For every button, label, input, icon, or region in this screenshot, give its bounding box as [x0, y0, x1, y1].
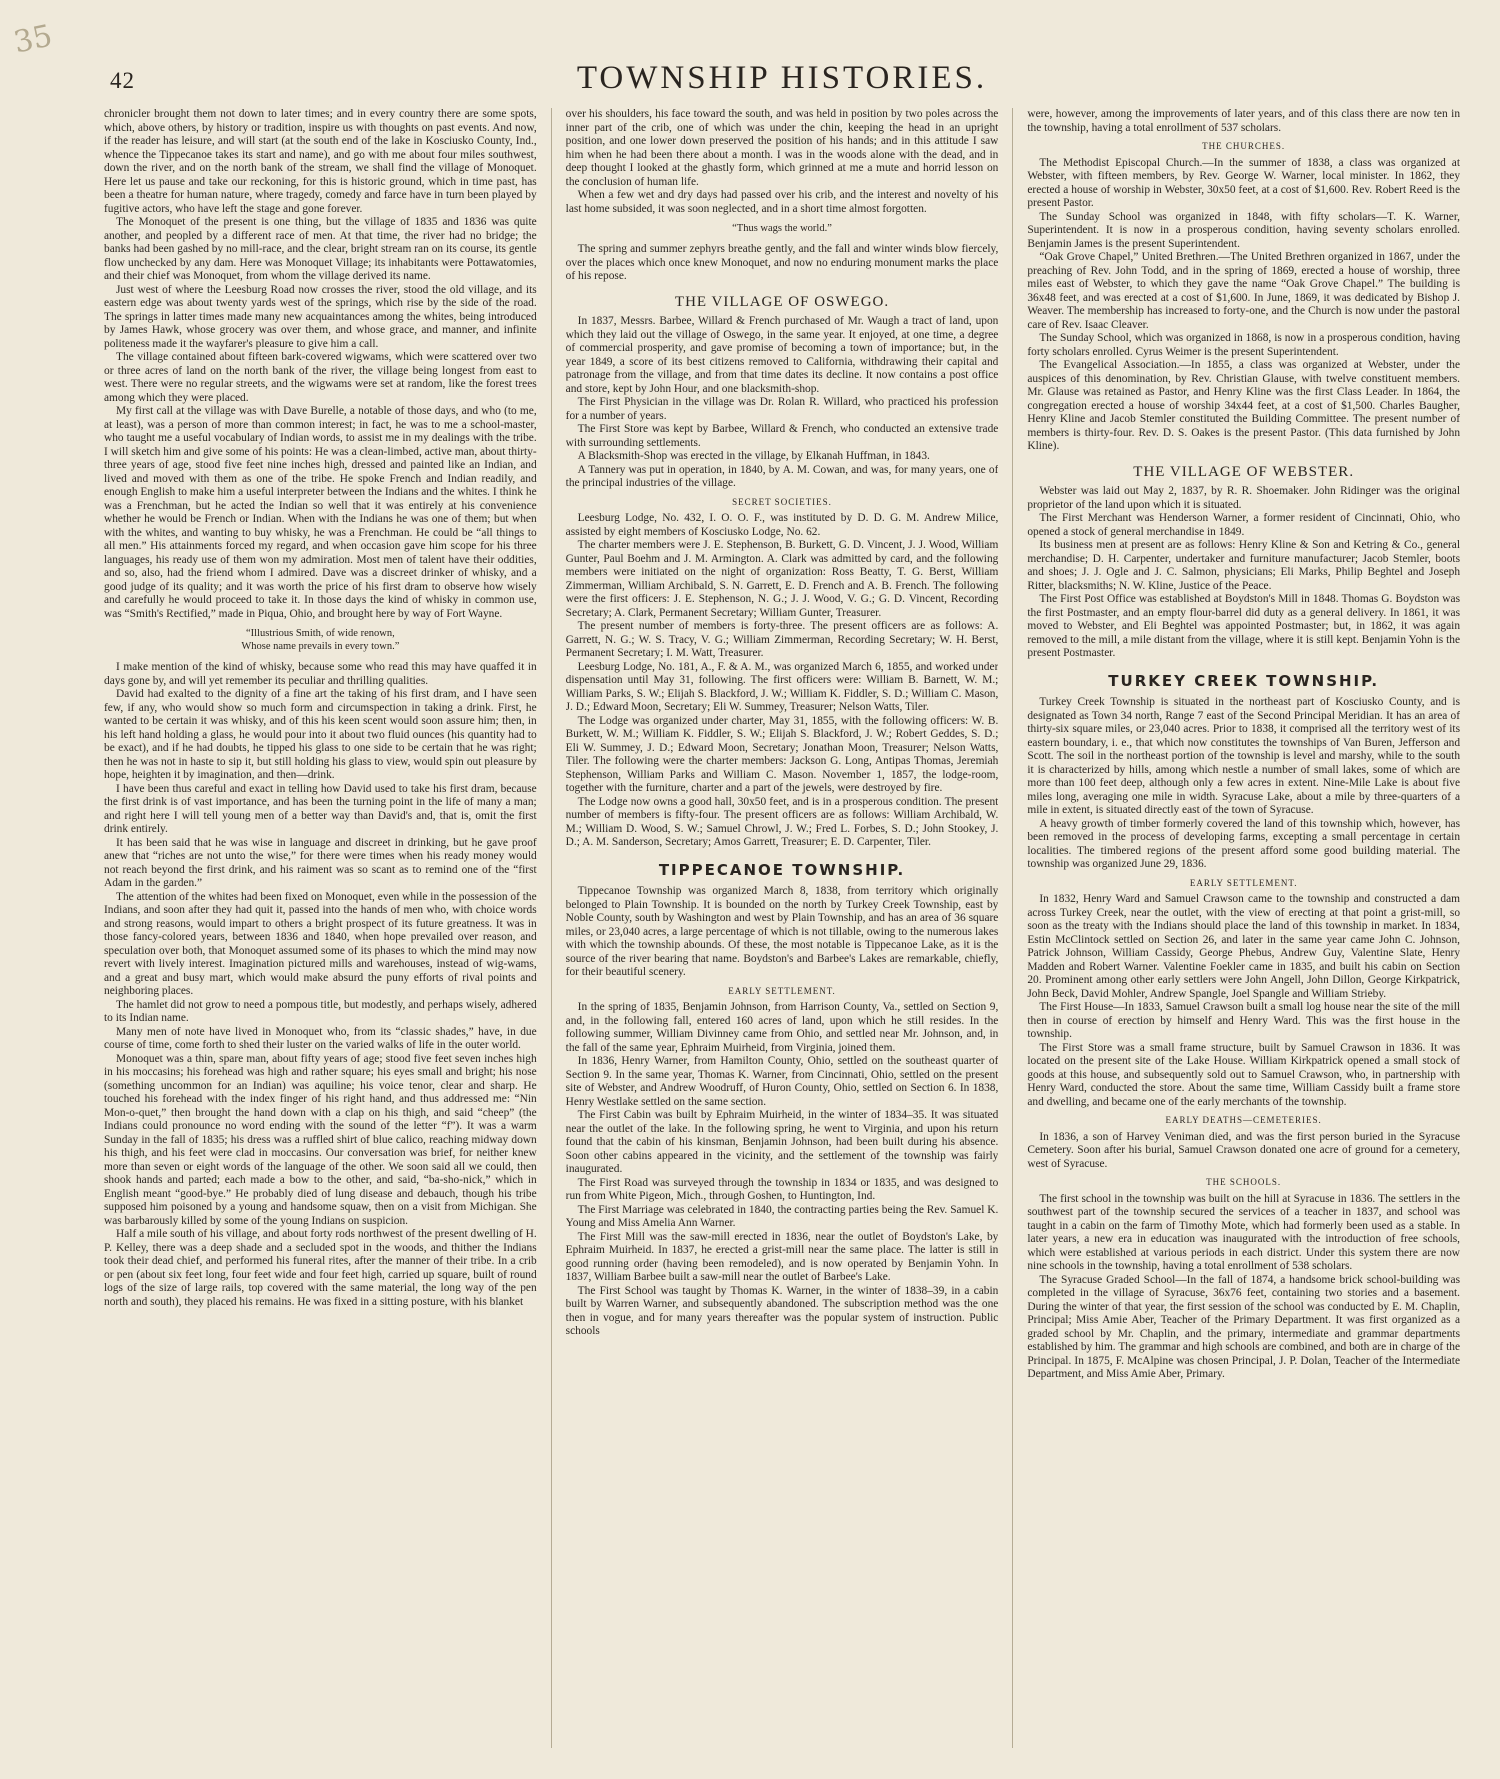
subheading: EARLY DEATHS—CEMETERIES. — [1165, 1115, 1322, 1125]
paragraph: The Lodge was organized under charter, May 31, 1855, with the following officers: W. B. Burkett, W. M.; William K. Fiddler, S. W.; Elijah S. Blackford, J. W.; Robert Geddes, S. D.; Eli W. Summey, J. D.; Edward Moon, Secretary; Jonathan Moon, Treasurer; Nelson Watts, Tiler. The following were the charter members: Jackson G. Long, Antipas Thomas, Jeremiah Stephenson, William Parks and William C. Mason. November 1, 1857, the lodge-room, together with the furniture, charter and a part of the jewels, were destroyed by fire. — [565, 714, 999, 794]
paragraph: Leesburg Lodge, No. 432, I. O. O. F., was instituted by D. D. G. M. Andrew Milice, assisted by eight members of Kosciusko Lodge, No. 62. — [565, 512, 999, 538]
paragraph: The charter members were J. E. Stephenson, B. Burkett, G. D. Vincent, J. J. Wood, William Gunter, Paul Boehm and J. M. Armington. A. Clark was admitted by card, and the following members were initiated on the night of organization: Ross Beatty, T. G. Berst, William Zimmerman, William Archibald, S. N. Garrett, E. D. French and A. B. French. The following were the first officers: J. E. Stephenson, N. G.; J. J. Wood, V. G.; G. D. Vincent, Recording Secretary; A. Clark, Permanent Secretary; William Gunter, Treasurer. — [565, 539, 999, 619]
township-heading: TURKEY CREEK TOWNSHIP. — [1108, 671, 1380, 690]
subheading: SECRET SOCIETIES. — [732, 496, 832, 507]
paragraph: Tippecanoe Township was organized March 8, 1838, from territory which originally belonged to Plain Township. It is bounded on the north by Turkey Creek Township, east by Noble County, south by Washington and west by Plain Township, and has an area of 36 square miles, or 23,040 acres, a large percentage of which is not tillable, owing to the numerous lakes with which the township abounds. Of these, the most notable is Tippecanoe Lake, as it is the source of the river bearing that name. Boydston's and Barbee's Lakes are remarkable, chiefly, for their beautiful scenery. — [565, 885, 999, 978]
paragraph: In 1832, Henry Ward and Samuel Crawson came to the township and constructed a dam across Turkey Creek, near the outlet, with the view of erecting at that point a grist-mill, so soon as the treaty with the Indians should place the land of this township in market. In 1834, Estin McClintock settled on Section 26, and later in the same year came John C. Johnson, Patrick Johnson, William Cassidy, George Phebus, Andrew Guy, Valentine Slate, Henry Madden and Robert Warner. Valentine Foekler came in 1835, and built his cabin on Section 20. Prominent among other early settlers were John Angell, John Dillon, George Kirkpatrick, John Beck, David Mohler, Andrew Spangle, Joel Spangle and William Strieby. — [1027, 893, 1461, 1000]
paragraph: The First Store was a small frame structure, built by Samuel Crawson in 1836. It was located on the present site of the Lake House. William Kirkpatrick opened a small stock of goods at this house, and subsequently sold out to Samuel Crawson, who, in partnership with Henry Ward, conducted the store. About the same time, William Cassidy built a frame store and dwelling, and became one of the early merchants of the township. — [1027, 1041, 1461, 1108]
paragraph: over his shoulders, his face toward the south, and was held in position by two poles across the inner part of the crib, one of which was under the chin, keeping the head in an upright position, and one lower down preserved the position of his hands; and in this attitude I saw him when he had been there about a month. I was in the woods alone with the dead, and in deep thought I looked at the ghastly form, which grinned at me a mute and horrid lesson on the conclusion of human life. — [565, 108, 999, 188]
paragraph: The attention of the whites had been fixed on Monoquet, even while in the possession of the Indians, and soon after they had quit it, passed into the hands of men who, with choice words and strong reasons, would impart to others a bright prospect of its future greatness. It was in those fancy-colored years, between 1836 and 1840, when hope prevailed over reason, and speculation over both, that Monoquet assumed some of its phases to which the mind may now revert with lively interest. Imagination pictured mills and warehouses, instead of wig-wams, and a great and busy mart, which would make absurd the puny efforts of rival points and neighboring places. — [104, 890, 537, 997]
subheading: EARLY SETTLEMENT. — [728, 985, 836, 996]
paragraph: The First Post Office was established at Boydston's Mill in 1848. Thomas G. Boydston was the first Postmaster, and an empty flour-barrel did duty as a general delivery. In 1861, it was moved to Webster, and Eli Beghtel was appointed Postmaster; but, in 1862, it was again removed to the mill, a mile distant from the village, where it is still kept. Benjamin Yohn is the present Postmaster. — [1027, 593, 1461, 659]
handwritten-page-mark: 35 — [10, 18, 56, 61]
subheading: THE CHURCHES. — [1202, 141, 1286, 151]
paragraph: In 1836, Henry Warner, from Hamilton County, Ohio, settled on the southeast quarter of Section 9. In the same year, Thomas K. Warner, from Cincinnati, Ohio, settled on the present site of Webster, and Andrew Woodruff, of Huron County, Ohio, settled on Section 6. In 1838, Henry Westlake settled on the same section. — [565, 1055, 999, 1108]
page-header — [108, 56, 1456, 104]
paragraph: My first call at the village was with Dave Burelle, a notable of those days, and who (to me, at least), was a person of more than common interest; in fact, he was to me a school-master, who taught me a useful vocabulary of Indian words, to assist me in my dealings with the tribe. I will sketch him and give some of his points: He was a clean-limbed, active man, about thirty-three years of age, stood five feet nine inches high, dressed and painted like an Indian, and lived and moved with them as one of the tribe. He spoke French and Indian readily, and enough English to make him a useful interpreter between the Indians and the whites. I think he was a Frenchman, but he acted the Indian so well that it was entirely at his convenience whether he would be French or Indian. When with the Indians he was one of them; but when with the whites, and wanting to buy whisky, he was a Frenchman. He could be “all things to all men.” His attainments forced my regard, and when occasion gave him scope for his three languages, his ready use of them won my admiration. Most men of talent have their oddities, and so, also, had the friend whom I admired. Dave was a discreet drinker of whisky, and a good judge of its quality; and it was worth the price of his first dram to observe how wisely and carefully he would proceed to take it. In those days the kind of whisky in common use, was “Smith's Rectified,” made in Piqua, Ohio, and brought here by way of Fort Wayne. — [104, 405, 537, 620]
paragraph: In the spring of 1835, Benjamin Johnson, from Harrison County, Va., settled on Section 9, and, in the following fall, entered 160 acres of land, upon which he still resides. In the following summer, William Divinney came from Ohio, and settled near Mr. Johnson, and, in the fall of the same year, Ephraim Muirheid, from Virginia, joined them. — [565, 1001, 999, 1054]
paragraph: The spring and summer zephyrs breathe gently, and the fall and winter winds blow fiercely, over the places which once knew Monoquet, and now no enduring monument marks the place of his repose. — [565, 243, 999, 282]
paragraph: The Methodist Episcopal Church.—In the summer of 1838, a class was organized at Webster, with fifteen members, by Rev. George W. Warner, local minister. In 1862, they erected a house of worship in Webster, 30x50 feet, at a cost of $1,600. Rev. Robert Reed is the present Pastor. — [1027, 156, 1461, 209]
paragraph: The First Merchant was Henderson Warner, a former resident of Cincinnati, Ohio, who opened a stock of general merchandise in 1849. — [1027, 512, 1461, 538]
paragraph: Leesburg Lodge, No. 181, A., F. & A. M., was organized March 6, 1855, and worked under dispensation until May 31, following. The first officers were: William B. Barnett, W. M.; William Parks, S. W.; Elijah S. Blackford, J. W.; William K. Fiddler, S. D.; William C. Mason, J. D.; Edward Moon, Secretary; Eli W. Summey, Treasurer; Nelson Watts, Tiler. — [565, 660, 999, 713]
paragraph: The Syracuse Graded School—In the fall of 1874, a handsome brick school-building was completed in the village of Syracuse, 36x76 feet, containing two stories and a basement. During the winter of that year, the first session of the school was conducted by E. M. Chaplin, Principal; Miss Amie Aber, Teacher of the Primary Department. It was first organized as a graded school by Mr. Chaplin, and the primary, intermediate and grammar departments established by him. The grammar and high schools are combined, and both are in charge of the Principal. In 1875, F. McAlpine was chosen Principal, J. P. Dolan, Teacher of the Intermediate Department, and Miss Amie Aber, Primary. — [1027, 1273, 1461, 1380]
paragraph: In 1836, a son of Harvey Veniman died, and was the first person buried in the Syracuse Cemetery. Soon after his burial, Samuel Crawson donated one acre of ground for a cemetery, west of Syracuse. — [1027, 1130, 1461, 1170]
column-middle — [566, 108, 999, 1748]
paragraph: The First Physician in the village was Dr. Rolan R. Willard, who practiced his profession for a number of years. — [565, 396, 999, 422]
paragraph: The Lodge now owns a good hall, 30x50 feet, and is in a prosperous condition. The present number of members is fifty-four. The present officers are as follows: William Archibald, W. M.; William D. Wood, S. W.; Samuel Chrowl, J. W.; Fred L. Forbes, S. D.; John Stookey, J. D.; A. M. Sanderson, Secretary; Amos Garrett, Treasurer; E. D. Carpenter, Tiler. — [565, 795, 999, 848]
paragraph: Monoquet was a thin, spare man, about fifty years of age; stood five feet seven inches high in his moccasins; his forehead was high and rather square; his eyes small and bright; his nose (something uncommon for an Indian) was aquiline; his voice tenor, clear and sharp. He touched his forehead with the index finger of his right hand, and thus addressed me: “Nin Mon-o-quet,” then brought the hand down with a clap on his thigh, and said “cheep” (the Indians could pronounce no word ending with the sound of the letter “f”). It was a warm Sunday in the fall of 1835; his dress was a ruffled shirt of blue calico, reaching midway down his thigh, and his feet were clad in moccasins. Our conversation was brief, for neither knew more than seven or eight words of the language of the other. We soon said all we could, then shook hands and parted; each made a bow to the other, and said, “ba-sho-nick,” which in English meant “good-bye.” He probably died of lung disease and debauch, though his tribe supposed him poisoned by a young and handsome squaw, then on a visit from Michigan. She was barbarously killed by some of the young Indians on suspicion. — [104, 1052, 537, 1227]
paragraph: The First Marriage was celebrated in 1840, the contracting parties being the Rev. Samuel K. Young and Miss Amelia Ann Warner. — [565, 1203, 999, 1229]
verse-line: “Thus wags the world.” — [732, 223, 832, 234]
paragraph: It has been said that he was wise in language and discreet in drinking, but he gave proof anew that “riches are not unto the wise,” for there were times when his ready money would not reach beyond the first drink, and his raiment was so scant as to remind one of the “first Adam in the garden.” — [104, 836, 537, 889]
column-divider — [551, 108, 552, 1748]
paragraph: Its business men at present are as follows: Henry Kline & Son and Ketring & Co., general merchandise; D. H. Carpenter, undertaker and furniture manufacturer; Jacob Stemler, boots and shoes; J. J. Ogle and J. C. Salmon, physicians; Eli Marks, Philip Beghtel and Joseph Ritter, blacksmiths; N. W. Kline, Justice of the Peace. — [1027, 539, 1461, 592]
article-columns — [104, 108, 1460, 1748]
verse-line: “Illustrious Smith, of wide renown, — [245, 628, 395, 639]
paragraph: I make mention of the kind of whisky, because some who read this may have quaffed it in days gone by, and will yet remember its peculiar and thrilling qualities. — [104, 661, 537, 687]
verse-line: Whose name prevails in every town.” — [241, 641, 400, 652]
paragraph: I have been thus careful and exact in telling how David used to take his first dram, because the first drink is of vast importance, and has been the turning point in the life of many a man; and right here I will tell young men of a better way than David's and, that is, omit the first drink entirely. — [104, 782, 537, 835]
paragraph: The First House—In 1833, Samuel Crawson built a small log house near the site of the mill then in course of erection by himself and Henry Ward. This was the first house in the township. — [1027, 1001, 1461, 1040]
page-title: TOWNSHIP HISTORIES. — [576, 60, 988, 96]
paragraph: chronicler brought them not down to later times; and in every country there are some spots, which, above others, by history or tradition, inspire us with thoughts on past events. And now, if the reader has leisure, and will start (at the south end of the lake in Kosciusko County, Ind., whence the Tippecanoe takes its start and name), and go with me about four miles southwest, down the river, and on the north bank of the stream, we shall find the village of Monoquet. Here let us pause and take our reckoning, for this is historic ground, which in time past, has been a theatre for human nature, where tragedy, comedy and farce have in turn been played by fugitive actors, who have left the stage and gone forever. — [104, 108, 537, 215]
subheading: EARLY SETTLEMENT. — [1189, 877, 1298, 888]
paragraph: The present number of members is forty-three. The present officers are as follows: A. Garrett, N. G.; W. S. Tracy, V. G.; William Zimmerman, Recording Secretary; W. H. Berst, Permanent Secretary; I. M. Watt, Treasurer. — [565, 620, 999, 659]
paragraph: In 1837, Messrs. Barbee, Willard & French purchased of Mr. Waugh a tract of land, upon which they laid out the village of Oswego, in the same year. It enjoyed, at one time, a degree of commercial prosperity, and gave promise of becoming a town of importance; but, in the year 1849, a score of its best citizens removed to California, withdrawing their capital and patronage from the village, and from that time dates its decline. It now contains a post office and store, kept by John Hour, and one blacksmith-shop. — [565, 315, 999, 395]
paragraph: A heavy growth of timber formerly covered the land of this township which, however, has been removed in the process of developing farms, excepting a small percentage in certain localities. The timbered regions of the present afford some good building material. The township was organized June 29, 1836. — [1027, 817, 1461, 870]
section-heading: THE VILLAGE OF WEBSTER. — [1133, 463, 1355, 480]
paragraph: The Sunday School was organized in 1848, with fifty scholars—T. K. Warner, Superintendent. It is now in a prosperous condition, having seventy scholars enrolled. Benjamin James is the present Superintendent. — [1027, 210, 1461, 250]
paragraph: Many men of note have lived in Monoquet who, from its “classic shades,” have, in due course of time, come forth to shed their luster on the varied walks of life in the outer world. — [104, 1025, 537, 1051]
verse-quote — [566, 222, 999, 235]
paragraph: When a few wet and dry days had passed over his crib, and the interest and novelty of his last home subsided, it was soon neglected, and in a short time almost forgotten. — [565, 189, 999, 215]
column-right — [1027, 108, 1460, 1748]
paragraph: Just west of where the Leesburg Road now crosses the river, stood the old village, and its eastern edge was about twenty yards west of the springs, which rise by the side of the road. The springs in latter times made many new acquaintances among the whites, being introduced by James Hawk, whose grocery was over them, and whose grace, and manner, and infinite politeness made it the wayfarer's pleasure to give him a call. — [104, 283, 537, 350]
paragraph: David had exalted to the dignity of a fine art the taking of his first dram, and I have seen few, if any, who would show so much form and circumspection in taking a drink. First, he wanted to be certain it was whisky, and of this his keen scent would soon assure him; then, in his left hand holding a glass, he would pour into it about two fluid ounces (his quantity had to be exact), and if he had doubts, he tipped his glass to one side to be certain that he was right; then he was not in haste to sip it, but still holding his glass to view, would spin out pleasure by hope, heighten it by imagination, and then—drink. — [104, 688, 537, 781]
paragraph: The hamlet did not grow to need a pompous title, but modestly, and perhaps wisely, adhered to its Indian name. — [104, 998, 537, 1024]
paragraph: The Monoquet of the present is one thing, but the village of 1835 and 1836 was quite another, and peopled by a different race of men. At that time, the river had no bridge; the banks had been gashed by no mill-race, and the clear, bright stream ran on its course, its gentle flow unchecked by any dam. Here was Monoquet Village; its inhabitants were Pottawatomies, and their chief was Monoquet, from whom the village derived its name. — [104, 216, 537, 282]
verse-quote — [104, 627, 537, 653]
paragraph: A Tannery was put in operation, in 1840, by A. M. Cowan, and was, for many years, one of the principal industries of the village. — [565, 463, 999, 489]
paragraph: Turkey Creek Township is situated in the northeast part of Kosciusko County, and is designated as Town 34 north, Range 7 east of the Second Principal Meridian. It has an area of thirty-six square miles, or 23,040 acres. Prior to 1838, it comprised all the territory west of its eastern boundary, i. e., that which now constitutes the townships of Van Buren, Jefferson and Scott. The soil in the northeast portion of the township is level and marshy, while to the south it is characterized by hills, among which nestle a number of small lakes, some of which are more than 100 feet deep, although only a few acres in extent. Nine-Mile Lake is about five miles long, averaging one mile in width. Syracuse Lake, about a mile by three-quarters of a mile in extent, is situated directly east of the town of Syracuse. — [1027, 696, 1461, 816]
paragraph: The first school in the township was built on the hill at Syracuse in 1836. The settlers in the southwest part of the township secured the services of a teacher in 1837, and school was taught in a cabin on the farm of Timothy Mote, which had formerly been used as a stable. In later years, a new era in education was inaugurated with the introduction of free schools, which were established at various periods in each district. Under this system there are now nine schools in the township, having a total enrollment of 538 scholars. — [1027, 1192, 1461, 1272]
paragraph: Half a mile south of his village, and about forty rods northwest of the present dwelling of H. P. Kelley, there was a deep shade and a secluded spot in the woods, and thither the Indians took their dead chief, and performed his funeral rites, after the manner of their tribe. In a crib or pen (about six feet long, four feet wide and four feet high, carried up square, built of round logs of the size of large rails, top covered with the same material, the long way of the pen north and south), they placed his remains. He was fixed in a sitting posture, with his blanket — [104, 1228, 537, 1308]
section-heading: THE VILLAGE OF OSWEGO. — [674, 293, 890, 310]
paragraph: were, however, among the improvements of later years, and of this class there are now ten in the township, having a total enrollment of 537 scholars. — [1027, 108, 1461, 134]
paragraph: The First Store was kept by Barbee, Willard & French, who conducted an extensive trade with surrounding settlements. — [565, 423, 999, 449]
subheading: THE SCHOOLS. — [1206, 1177, 1282, 1187]
paragraph: The First Road was surveyed through the township in 1834 or 1835, and was designed to run from White Pigeon, Mich., through Goshen, to Huntington, Ind. — [565, 1176, 999, 1202]
paragraph: The First Mill was the saw-mill erected in 1836, near the outlet of Boydston's Lake, by Ephraim Muirheid. In 1837, he erected a grist-mill near the same place. The latter is still in good running order (having been remodeled), and is now operated by Benjamin Yohn. In 1837, William Barbee built a saw-mill near the outlet of Barbee's Lake. — [565, 1230, 999, 1283]
township-heading: TIPPECANOE TOWNSHIP. — [658, 860, 906, 879]
paragraph: The Evangelical Association.—In 1855, a class was organized at Webster, under the auspices of this denomination, by Rev. Christian Glause, with twelve constituent members. Mr. Glause was retained as Pastor, and Henry Kline was the first Class Leader. In 1864, the congregation erected a house of worship 34x44 feet, at a cost of $1,500. Charles Baugher, Henry Kline and Jacob Stemler constituted the Building Committee. The present number of members is thirty-four. Rev. D. S. Oakes is the present Pastor. (This data furnished by John Kline). — [1027, 359, 1461, 452]
paragraph: The village contained about fifteen bark-covered wigwams, which were scattered over two or three acres of land on the north bank of the river, the village being longest from east to west. There were no regular streets, and the wigwams were set at random, like the forest trees among which they were placed. — [104, 351, 537, 404]
paragraph: “Oak Grove Chapel,” United Brethren.—The United Brethren organized in 1867, under the preaching of Rev. John Todd, and in the spring of 1869, erected a house of worship, three miles east of Webster, to which they gave the name “Oak Grove Chapel.” The building is 36x48 feet, and was erected at a cost of $1,600. In June, 1869, it was dedicated by Bishop J. Weaver. The membership has increased to forty-one, and the Church is now under the pastoral care of Rev. Isaac Cleaver. — [1027, 251, 1461, 331]
paragraph: The First School was taught by Thomas K. Warner, in the winter of 1838–39, in a cabin built by Warren Warner, and subsequently abandoned. The subscription method was the one then in vogue, and for many years thereafter was the popular system of instruction. Public schools — [565, 1284, 999, 1337]
paragraph: A Blacksmith-Shop was erected in the village, by Elkanah Huffman, in 1843. — [577, 450, 930, 462]
paragraph: The Sunday School, which was organized in 1868, is now in a prosperous condition, having forty scholars enrolled. Cyrus Weimer is the present Superintendent. — [1027, 332, 1461, 358]
column-divider — [1012, 108, 1013, 1748]
column-left — [104, 108, 537, 1748]
page-number: 42 — [110, 68, 135, 93]
paragraph: The First Cabin was built by Ephraim Muirheid, in the winter of 1834–35. It was situated near the outlet of the lake. In the following spring, he went to Virginia, and upon his return found that the cabin of his kinsman, Benjamin Johnson, had been built during his absence. Soon other cabins appeared in the vicinity, and the settlement of the township was fairly inaugurated. — [565, 1109, 999, 1175]
paragraph: Webster was laid out May 2, 1837, by R. R. Shoemaker. John Ridinger was the original proprietor of the land upon which it is situated. — [1027, 485, 1461, 511]
